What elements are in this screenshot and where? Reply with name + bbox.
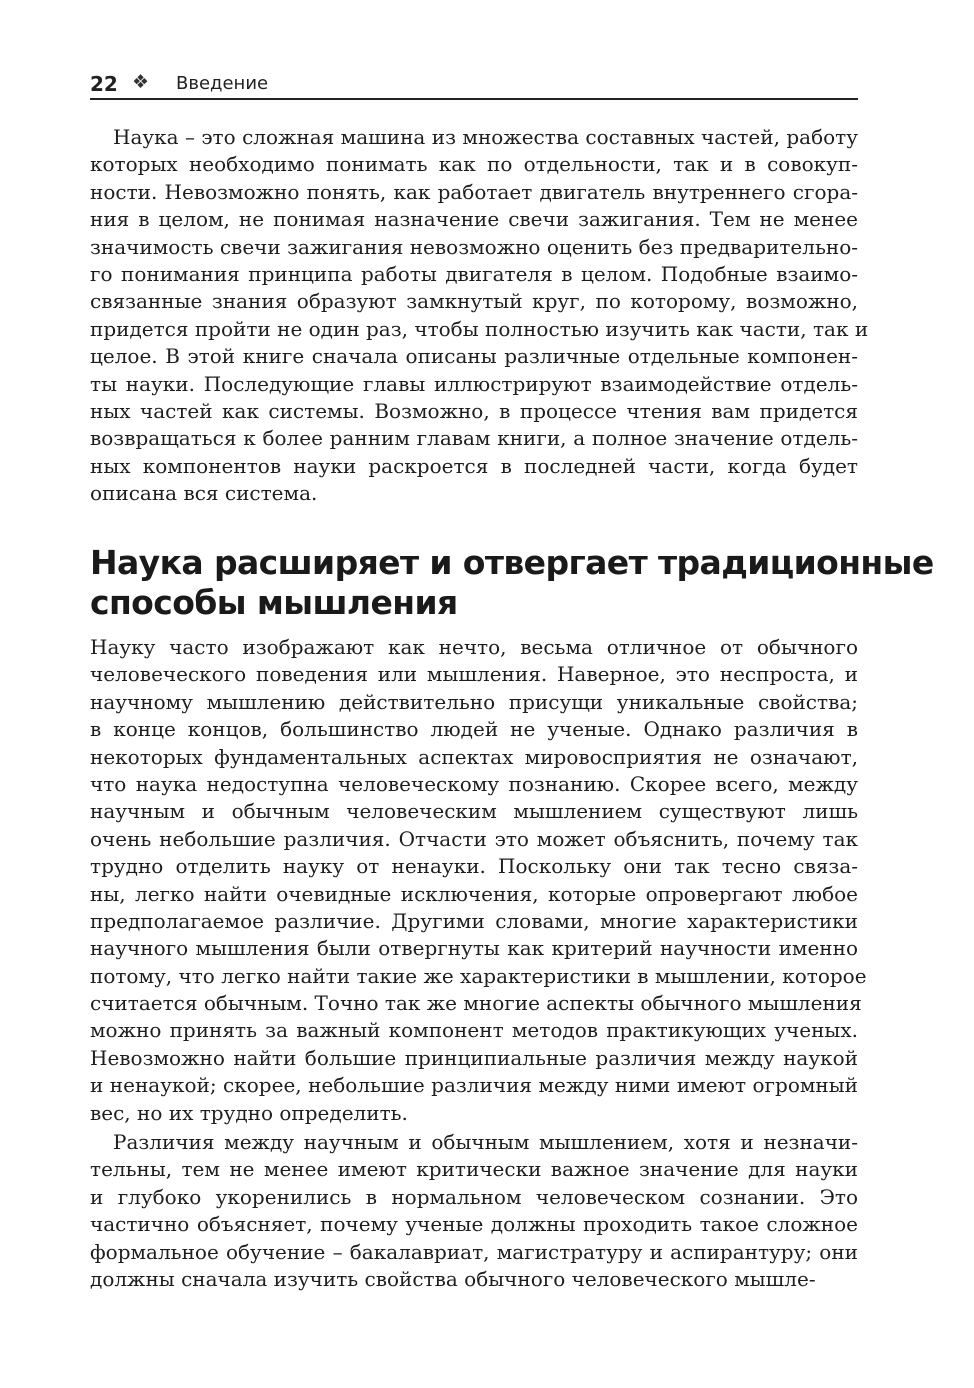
text-line: тельны, тем не менее имеют критически важное значение для науки <box>90 1157 858 1182</box>
text-line: связанные знания образуют замкнутый круг, по которому, возможно, <box>90 289 858 314</box>
text-line: и глубоко укоренились в нормальном человеческом сознании. Это <box>90 1184 858 1209</box>
section-title-line: способы мышления <box>90 583 458 622</box>
text-line: считается обычным. Точно так же многие аспекты обычного мышления <box>90 991 862 1016</box>
text-line: описана вся система. <box>90 481 318 506</box>
text-line: человеческого поведения или мышления. Наверное, это неспроста, и <box>90 662 858 687</box>
text-line: придется пройти не один раз, чтобы полностью изучить как части, так и <box>90 316 869 341</box>
text-line: ны, легко найти очевидные исключения, которые опровергают любое <box>90 881 858 906</box>
section-title <box>90 543 934 623</box>
text-line: го понимания принципа работы двигателя в целом. Подобные взаимо- <box>90 261 858 286</box>
text-line: в конце концов, большинство людей не ученые. Однако различия в <box>90 717 858 742</box>
page-number: 22 <box>90 72 118 96</box>
section-title-line: Наука расширяет и отвергает традиционные <box>90 543 934 582</box>
text-line: частично объясняет, почему ученые должны проходить такое сложное <box>90 1212 858 1237</box>
text-line: предполагаемое различие. Другими словами, многие характеристики <box>90 908 858 933</box>
text-line: должны сначала изучить свойства обычного человеческого мышле- <box>90 1266 816 1291</box>
page-header <box>90 68 858 100</box>
ornament-icon: ❖ <box>132 71 150 93</box>
text-line: ных частей как системы. Возможно, в процессе чтения вам придется <box>90 398 858 423</box>
text-line: ты науки. Последующие главы иллюстрируют взаимодействие отдель- <box>90 371 858 396</box>
text-line: значимость свечи зажигания невозможно оценить без предварительно- <box>90 234 858 259</box>
text-line: научного мышления были отвергнуты как критерий научности именно <box>90 936 858 961</box>
paragraph-section-1 <box>90 634 867 1127</box>
text-line: научному мышлению действительно присущи уникальные свойства; <box>90 689 858 714</box>
text-line: Невозможно найти большие принципиальные различия между наукой <box>90 1045 858 1070</box>
text-line: ности. Невозможно понять, как работает двигатель внутреннего сгора- <box>90 179 858 204</box>
text-line: что наука недоступна человеческому познанию. Скорее всего, между <box>90 771 858 796</box>
running-head-chapter: Введение <box>176 73 269 94</box>
text-line: ных компонентов науки раскроется в последней части, когда будет <box>90 453 858 478</box>
text-line: Науку часто изображают как нечто, весьма отличное от обычного <box>90 635 858 659</box>
text-line: Различия между научным и обычным мышлением, хотя и незначи- <box>113 1130 858 1154</box>
text-line: некоторых фундаментальных аспектах мировосприятия не означают, <box>90 744 858 769</box>
paragraph-section-2 <box>90 1129 858 1293</box>
text-line: Наука – это сложная машина из множества составных частей, работу <box>113 125 858 149</box>
text-line: потому, что легко найти такие же характеристики в мышлении, которое <box>90 963 867 988</box>
text-line: возвращаться к более ранним главам книги, а полное значение отдель- <box>90 426 858 451</box>
text-line: научным и обычным человеческим мышлением существуют лишь <box>90 799 858 824</box>
text-line: вес, но их трудно определить. <box>90 1100 408 1125</box>
text-line: очень небольшие различия. Отчасти это может объяснить, почему так <box>90 826 858 851</box>
text-line: которых необходимо понимать как по отдельности, так и в совокуп- <box>90 152 858 177</box>
paragraph-intro <box>90 124 869 507</box>
text-line: формальное обучение – бакалавриат, магистратуру и аспирантуру; они <box>90 1239 858 1264</box>
text-line: можно принять за важный компонент методов практикующих ученых. <box>90 1018 858 1043</box>
text-line: ния в целом, не понимая назначение свечи зажигания. Тем не менее <box>90 207 858 232</box>
text-line: трудно отделить науку от ненауки. Поскольку они так тесно связа- <box>90 854 858 879</box>
text-line: целое. В этой книге сначала описаны различные отдельные компонен- <box>90 344 858 369</box>
text-line: и ненаукой; скорее, небольшие различия между ними имеют огромный <box>90 1073 858 1098</box>
